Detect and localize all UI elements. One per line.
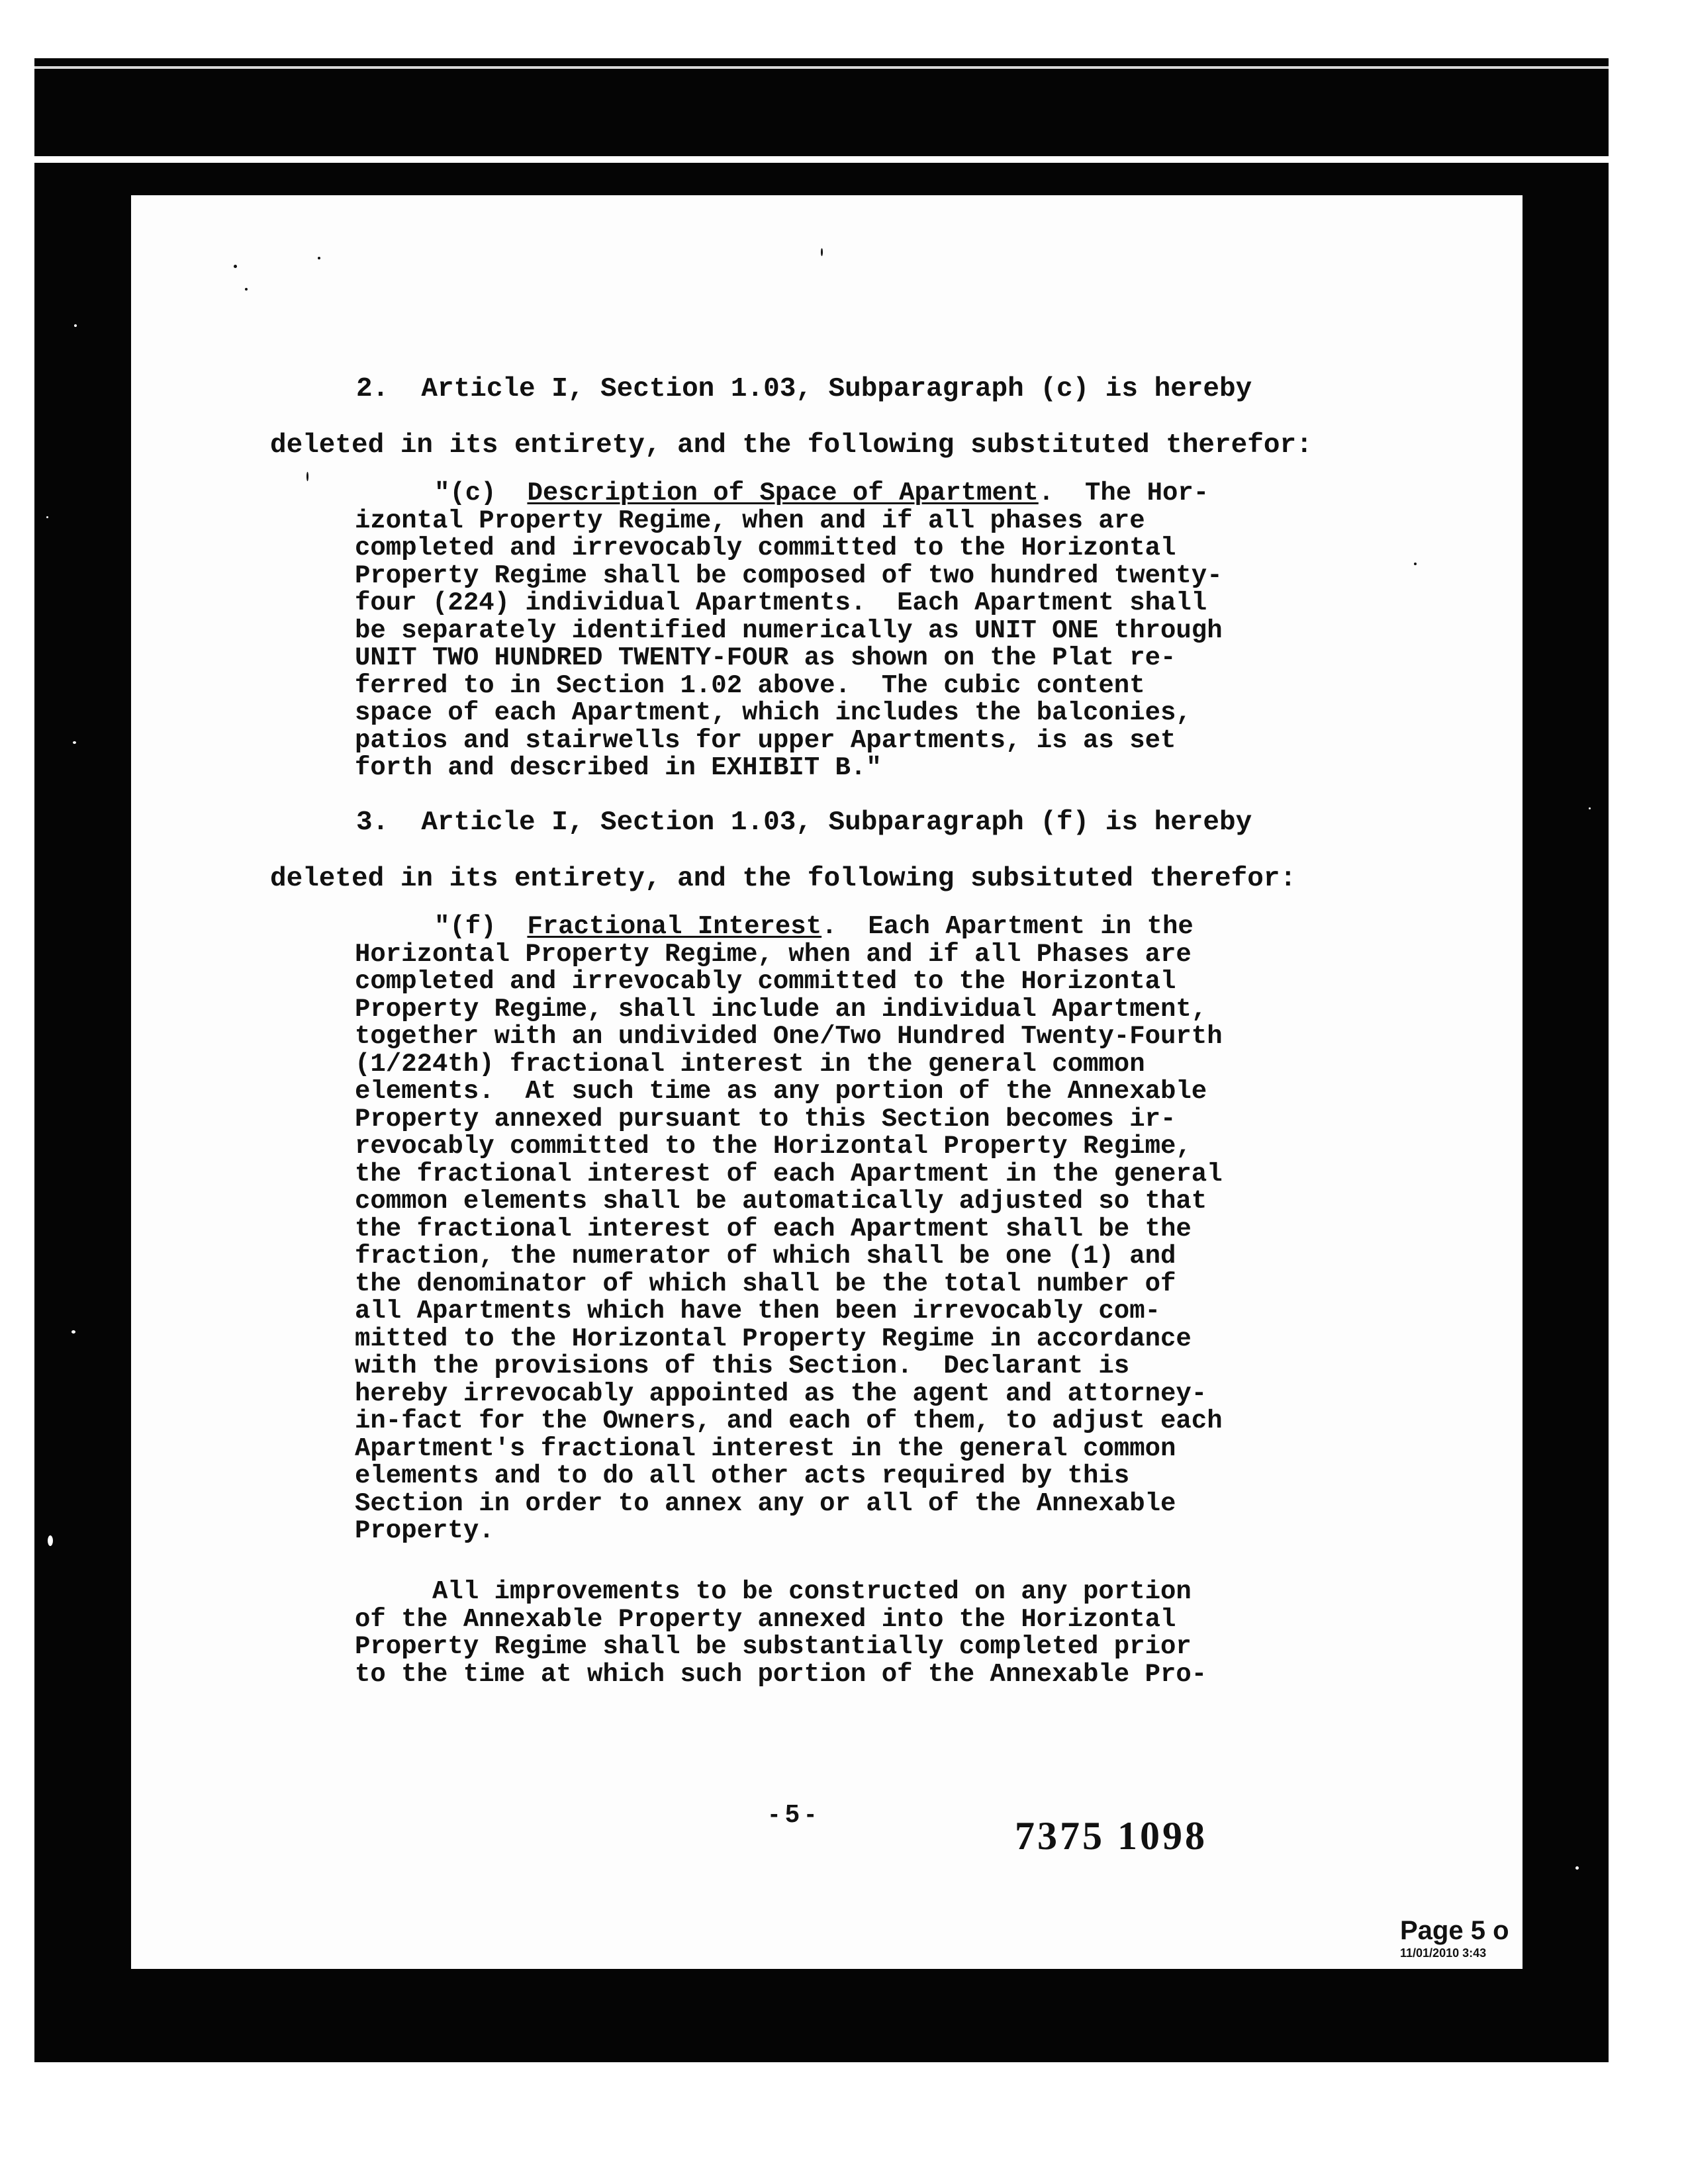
- subparagraph-c-line: Property Regime shall be composed of two hundred twenty-: [355, 561, 1223, 590]
- subparagraph-f-line: the denominator of which shall be the total number of: [355, 1269, 1176, 1298]
- page-stamp: Page 5 o: [1400, 1916, 1509, 1945]
- improvements-line: All improvements to be constructed on any portion: [355, 1577, 1192, 1606]
- scan-speck: [73, 741, 76, 744]
- subparagraph-f-line: revocably committed to the Horizontal Property Regime,: [355, 1132, 1192, 1161]
- subparagraph-f-line: together with an undivided One/Two Hundred Twenty-Fourth: [355, 1022, 1223, 1051]
- subparagraph-f-line: Section in order to annex any or all of the Annexable: [355, 1488, 1176, 1518]
- subparagraph-f-line: the fractional interest of each Apartment in the general: [355, 1159, 1223, 1189]
- subparagraph-c-line: space of each Apartment, which includes the balconies,: [355, 698, 1192, 727]
- subparagraph-f-line: the fractional interest of each Apartment shall be the: [355, 1214, 1192, 1244]
- subparagraph-c-line: ferred to in Section 1.02 above. The cubic content: [355, 670, 1145, 700]
- subparagraph-c-line: izontal Property Regime, when and if all phases are: [355, 506, 1145, 535]
- item-2-line-1: 2. Article I, Section 1.03, Subparagraph (c) is hereby: [356, 374, 1252, 404]
- scan-speck: [48, 1535, 53, 1546]
- book-page-number: 7375 1098: [1015, 1814, 1207, 1858]
- subparagraph-c: [355, 480, 1223, 782]
- subparagraph-f-line: with the provisions of this Section. Declarant is: [355, 1351, 1130, 1381]
- subparagraph-c-heading: Description of Space of Apartment: [527, 478, 1039, 508]
- scan-speck: [1575, 1866, 1579, 1870]
- scan-speck: [318, 257, 320, 259]
- subparagraph-f-line: fraction, the numerator of which shall be one (1) and: [355, 1242, 1176, 1271]
- scan-speck: [234, 265, 237, 268]
- subparagraph-c-line: four (224) individual Apartments. Each Apartment shall: [355, 588, 1207, 617]
- scan-speck: [821, 248, 823, 256]
- scan-edge-line: [34, 66, 1609, 69]
- subparagraph-c-line: UNIT TWO HUNDRED TWENTY-FOUR as shown on the Plat re-: [355, 643, 1176, 672]
- subparagraph-f-label: "(f): [434, 912, 528, 941]
- subparagraph-f-line: Property annexed pursuant to this Section becomes ir-: [355, 1104, 1176, 1134]
- subparagraph-f-line: mitted to the Horizontal Property Regime in accordance: [355, 1324, 1192, 1353]
- subparagraph-f-line: all Apartments which have then been irrevocably com-: [355, 1297, 1160, 1326]
- subparagraph-f-line: Apartment's fractional interest in the general common: [355, 1433, 1176, 1463]
- item-2-line-2: deleted in its entirety, and the following substituted therefor:: [270, 430, 1313, 461]
- subparagraph-f-line: completed and irrevocably committed to the Horizontal: [355, 967, 1176, 996]
- subparagraph-f-line: common elements shall be automatically adjusted so that: [355, 1187, 1207, 1216]
- subparagraph-f-first-line: [434, 913, 1302, 941]
- scan-top-border: [34, 58, 1609, 156]
- document-page: [131, 195, 1523, 1969]
- subparagraph-f-line: in-fact for the Owners, and each of them, to adjust each: [355, 1406, 1223, 1435]
- date-stamp: 11/01/2010 3:43: [1400, 1946, 1487, 1960]
- improvements-line: to the time at which such portion of the Annexable Pro-: [355, 1659, 1207, 1689]
- scan-speck: [306, 472, 308, 481]
- improvements-line: of the Annexable Property annexed into the Horizontal: [355, 1604, 1176, 1634]
- subparagraph-c-line: completed and irrevocably committed to the Horizontal: [355, 533, 1176, 563]
- scan-speck: [71, 1330, 75, 1334]
- item-3-line-2: deleted in its entirety, and the following subsituted therefor:: [270, 864, 1297, 894]
- subparagraph-f-line: hereby irrevocably appointed as the agent and attorney-: [355, 1379, 1207, 1408]
- subparagraph-f-line: Property Regime, shall include an individual Apartment,: [355, 994, 1207, 1024]
- improvements-paragraph: [355, 1578, 1207, 1688]
- scan-speck: [1589, 807, 1591, 809]
- subparagraph-f-line: Horizontal Property Regime, when and if all Phases are: [355, 939, 1192, 969]
- subparagraph-f-line: Property.: [355, 1516, 494, 1545]
- subparagraph-f-line: elements and to do all other acts required by this: [355, 1461, 1130, 1490]
- subparagraph-f-line: elements. At such time as any portion of the Annexable: [355, 1077, 1207, 1106]
- subparagraph-c-line: be separately identified numerically as UNIT ONE through: [355, 615, 1223, 645]
- subparagraph-c-line: patios and stairwells for upper Apartments, is as set: [355, 725, 1176, 755]
- subparagraph-c-line: forth and described in EXHIBIT B.": [355, 753, 882, 782]
- subparagraph-c-first-line: [434, 480, 1302, 508]
- scan-speck: [74, 324, 77, 327]
- subparagraph-f-heading: Fractional Interest: [527, 912, 822, 941]
- scan-speck: [1414, 563, 1417, 565]
- scan-speck: [245, 288, 248, 291]
- improvements-line: Property Regime shall be substantially completed prior: [355, 1632, 1192, 1661]
- subparagraph-c-label: "(c): [434, 478, 528, 508]
- subparagraph-c-heading-tail: . The Hor-: [1038, 478, 1209, 508]
- scan-speck: [46, 516, 48, 518]
- subparagraph-f: [355, 913, 1223, 1545]
- subparagraph-f-line: (1/224th) fractional interest in the general common: [355, 1049, 1145, 1079]
- page-number: - 5 -: [770, 1800, 815, 1828]
- subparagraph-f-heading-tail: . Each Apartment in the: [821, 912, 1194, 941]
- item-3-line-1: 3. Article I, Section 1.03, Subparagraph (f) is hereby: [356, 807, 1252, 838]
